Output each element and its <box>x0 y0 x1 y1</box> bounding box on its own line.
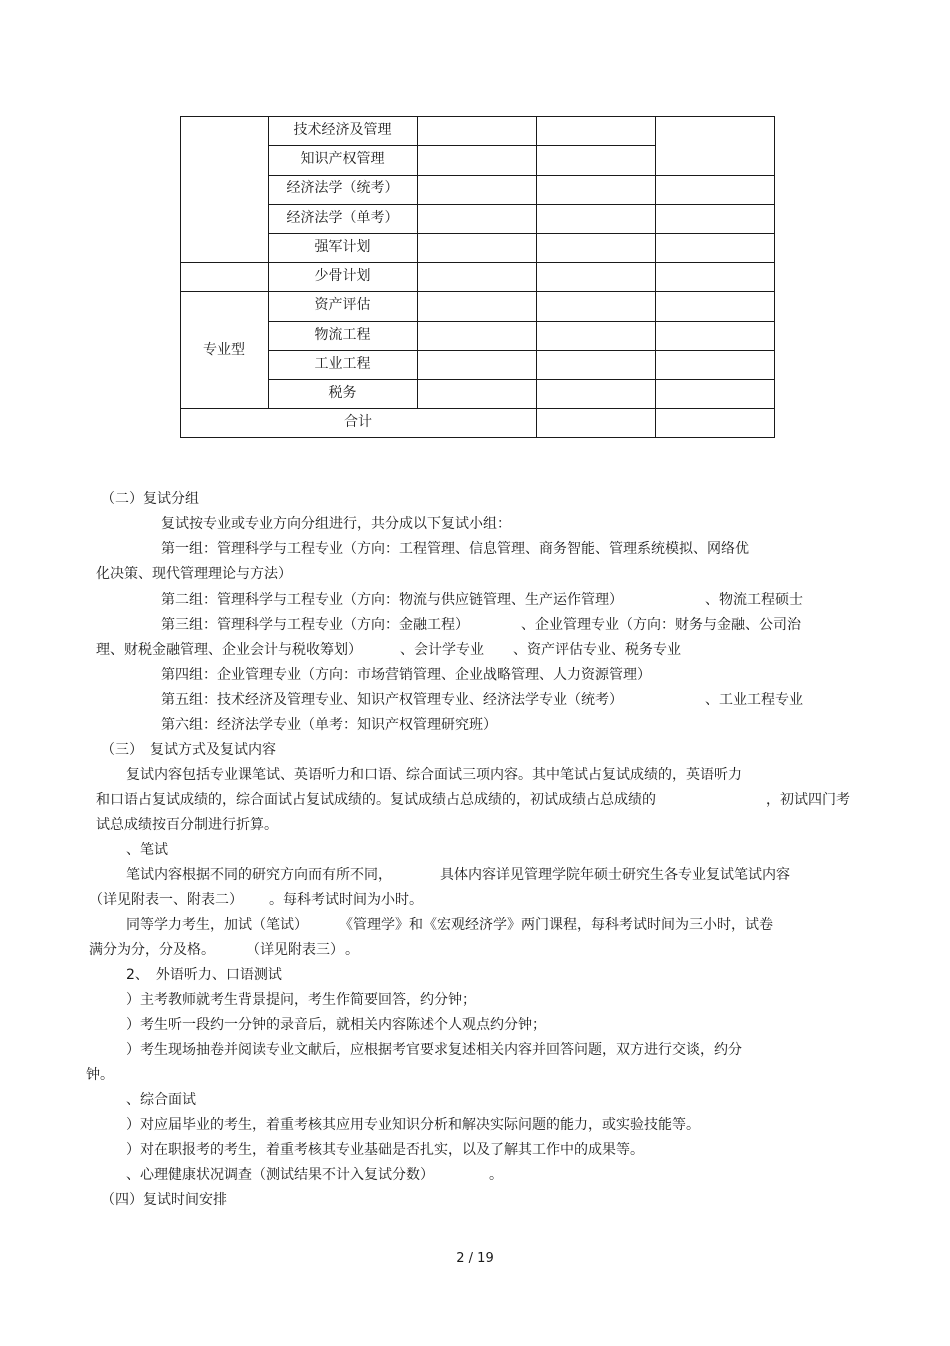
table-row: 物流工程 <box>314 327 371 343</box>
group-5-line: 第五组：技术经济及管理专业、知识产权管理专业、经济法学专业（统考） <box>161 692 623 708</box>
paragraph: （详见附表一、附表二） <box>89 892 243 908</box>
table-row: 少骨计划 <box>314 268 371 284</box>
paragraph: 具体内容详见管理学院年硕士研究生各专业复试笔试内容 <box>440 867 790 883</box>
paragraph: 复试按专业或专业方向分组进行，共分成以下复试小组： <box>161 516 511 532</box>
paragraph: 复试内容包括专业课笔试、英语听力和口语、综合面试三项内容。其中笔试占复试成绩的，英语听力 <box>126 767 742 783</box>
section-heading-3: （三） 复试方式及复试内容 <box>101 742 276 758</box>
paragraph: 和口语占复试成绩的，综合面试占复试成绩的。复试成绩占总成绩的，初试成绩占总成绩的 <box>96 792 656 808</box>
group-3-line: 第三组：管理科学与工程专业（方向：金融工程） <box>161 617 469 633</box>
section-heading-4: （四）复试时间安排 <box>101 1192 227 1208</box>
subsection-title: 、心理健康状况调查（测试结果不计入复试分数） <box>126 1167 434 1183</box>
group-label-professional: 专业型 <box>203 342 245 358</box>
subsection-title: 2、 外语听力、口语测试 <box>126 967 282 983</box>
group-5-line: 、工业工程专业 <box>705 692 803 708</box>
paragraph: 试总成绩按百分制进行折算。 <box>96 817 278 833</box>
list-item: ）考生听一段约一分钟的录音后，就相关内容陈述个人观点约分钟； <box>126 1017 546 1033</box>
group-4-line: 第四组：企业管理专业（方向：市场营销管理、企业战略管理、人力资源管理） <box>161 667 651 683</box>
table-row: 技术经济及管理 <box>293 122 392 138</box>
table-row: 强军计划 <box>314 239 371 255</box>
table-row: 经济法学（单考） <box>286 210 399 226</box>
paragraph: 笔试内容根据不同的研究方向而有所不同， <box>126 867 392 883</box>
group-1-line: 第一组：管理科学与工程专业（方向：工程管理、信息管理、商务智能、管理系统模拟、网络优 <box>161 541 749 557</box>
group-3-line: 、会计学专业 <box>400 642 484 658</box>
section-heading-2: （二）复试分组 <box>101 491 199 507</box>
subsection-title: 、笔试 <box>126 842 168 858</box>
paragraph: 同等学力考生，加试（笔试） <box>126 917 308 933</box>
list-item: ）对应届毕业的考生，着重考核其应用专业知识分析和解决实际问题的能力，或实验技能等。 <box>126 1117 700 1133</box>
paragraph: ，初试四门考 <box>766 792 850 808</box>
paragraph: 满分为分，分及格。 <box>89 942 215 958</box>
group-3-line: 理、财税金融管理、企业会计与税收筹划） <box>96 642 362 658</box>
list-item: ）主考教师就考生背景提问，考生作简要回答，约分钟； <box>126 992 476 1008</box>
table-row: 经济法学（统考） <box>286 180 399 196</box>
paragraph: （详见附表三） <box>246 942 344 958</box>
group-3-line: 、资产评估专业、税务专业 <box>513 642 681 658</box>
paragraph: 。 <box>345 942 359 958</box>
page-number: 2 / 19 <box>456 1251 494 1266</box>
list-item: 钟。 <box>86 1067 114 1083</box>
enrollment-table <box>180 116 775 438</box>
list-item: ）对在职报考的考生，着重考核其专业基础是否扎实，以及了解其工作中的成果等。 <box>126 1142 644 1158</box>
subsection-title: 、综合面试 <box>126 1092 196 1108</box>
table-row: 知识产权管理 <box>300 151 385 167</box>
list-item: ）考生现场抽卷并阅读专业文献后，应根据考官要求复述相关内容并回答问题，双方进行交谈，约分 <box>126 1042 742 1058</box>
group-6-line: 第六组：经济法学专业（单考：知识产权管理研究班） <box>161 717 497 733</box>
group-1-line: 化决策、现代管理理论与方法） <box>96 566 292 582</box>
subsection-title: 。 <box>489 1167 503 1183</box>
table-row: 税务 <box>328 385 357 401</box>
group-2-line: 第二组：管理科学与工程专业（方向：物流与供应链管理、生产运作管理） <box>161 592 623 608</box>
group-2-line: 、物流工程硕士 <box>705 592 803 608</box>
table-row: 工业工程 <box>314 356 371 372</box>
paragraph: 《管理学》和《宏观经济学》两门课程，每科考试时间为三小时，试卷 <box>339 917 773 933</box>
paragraph: 。每科考试时间为小时。 <box>269 892 423 908</box>
table-row: 资产评估 <box>314 297 371 313</box>
total-label: 合计 <box>344 414 372 430</box>
group-3-line: 、企业管理专业（方向：财务与金融、公司治 <box>521 617 801 633</box>
